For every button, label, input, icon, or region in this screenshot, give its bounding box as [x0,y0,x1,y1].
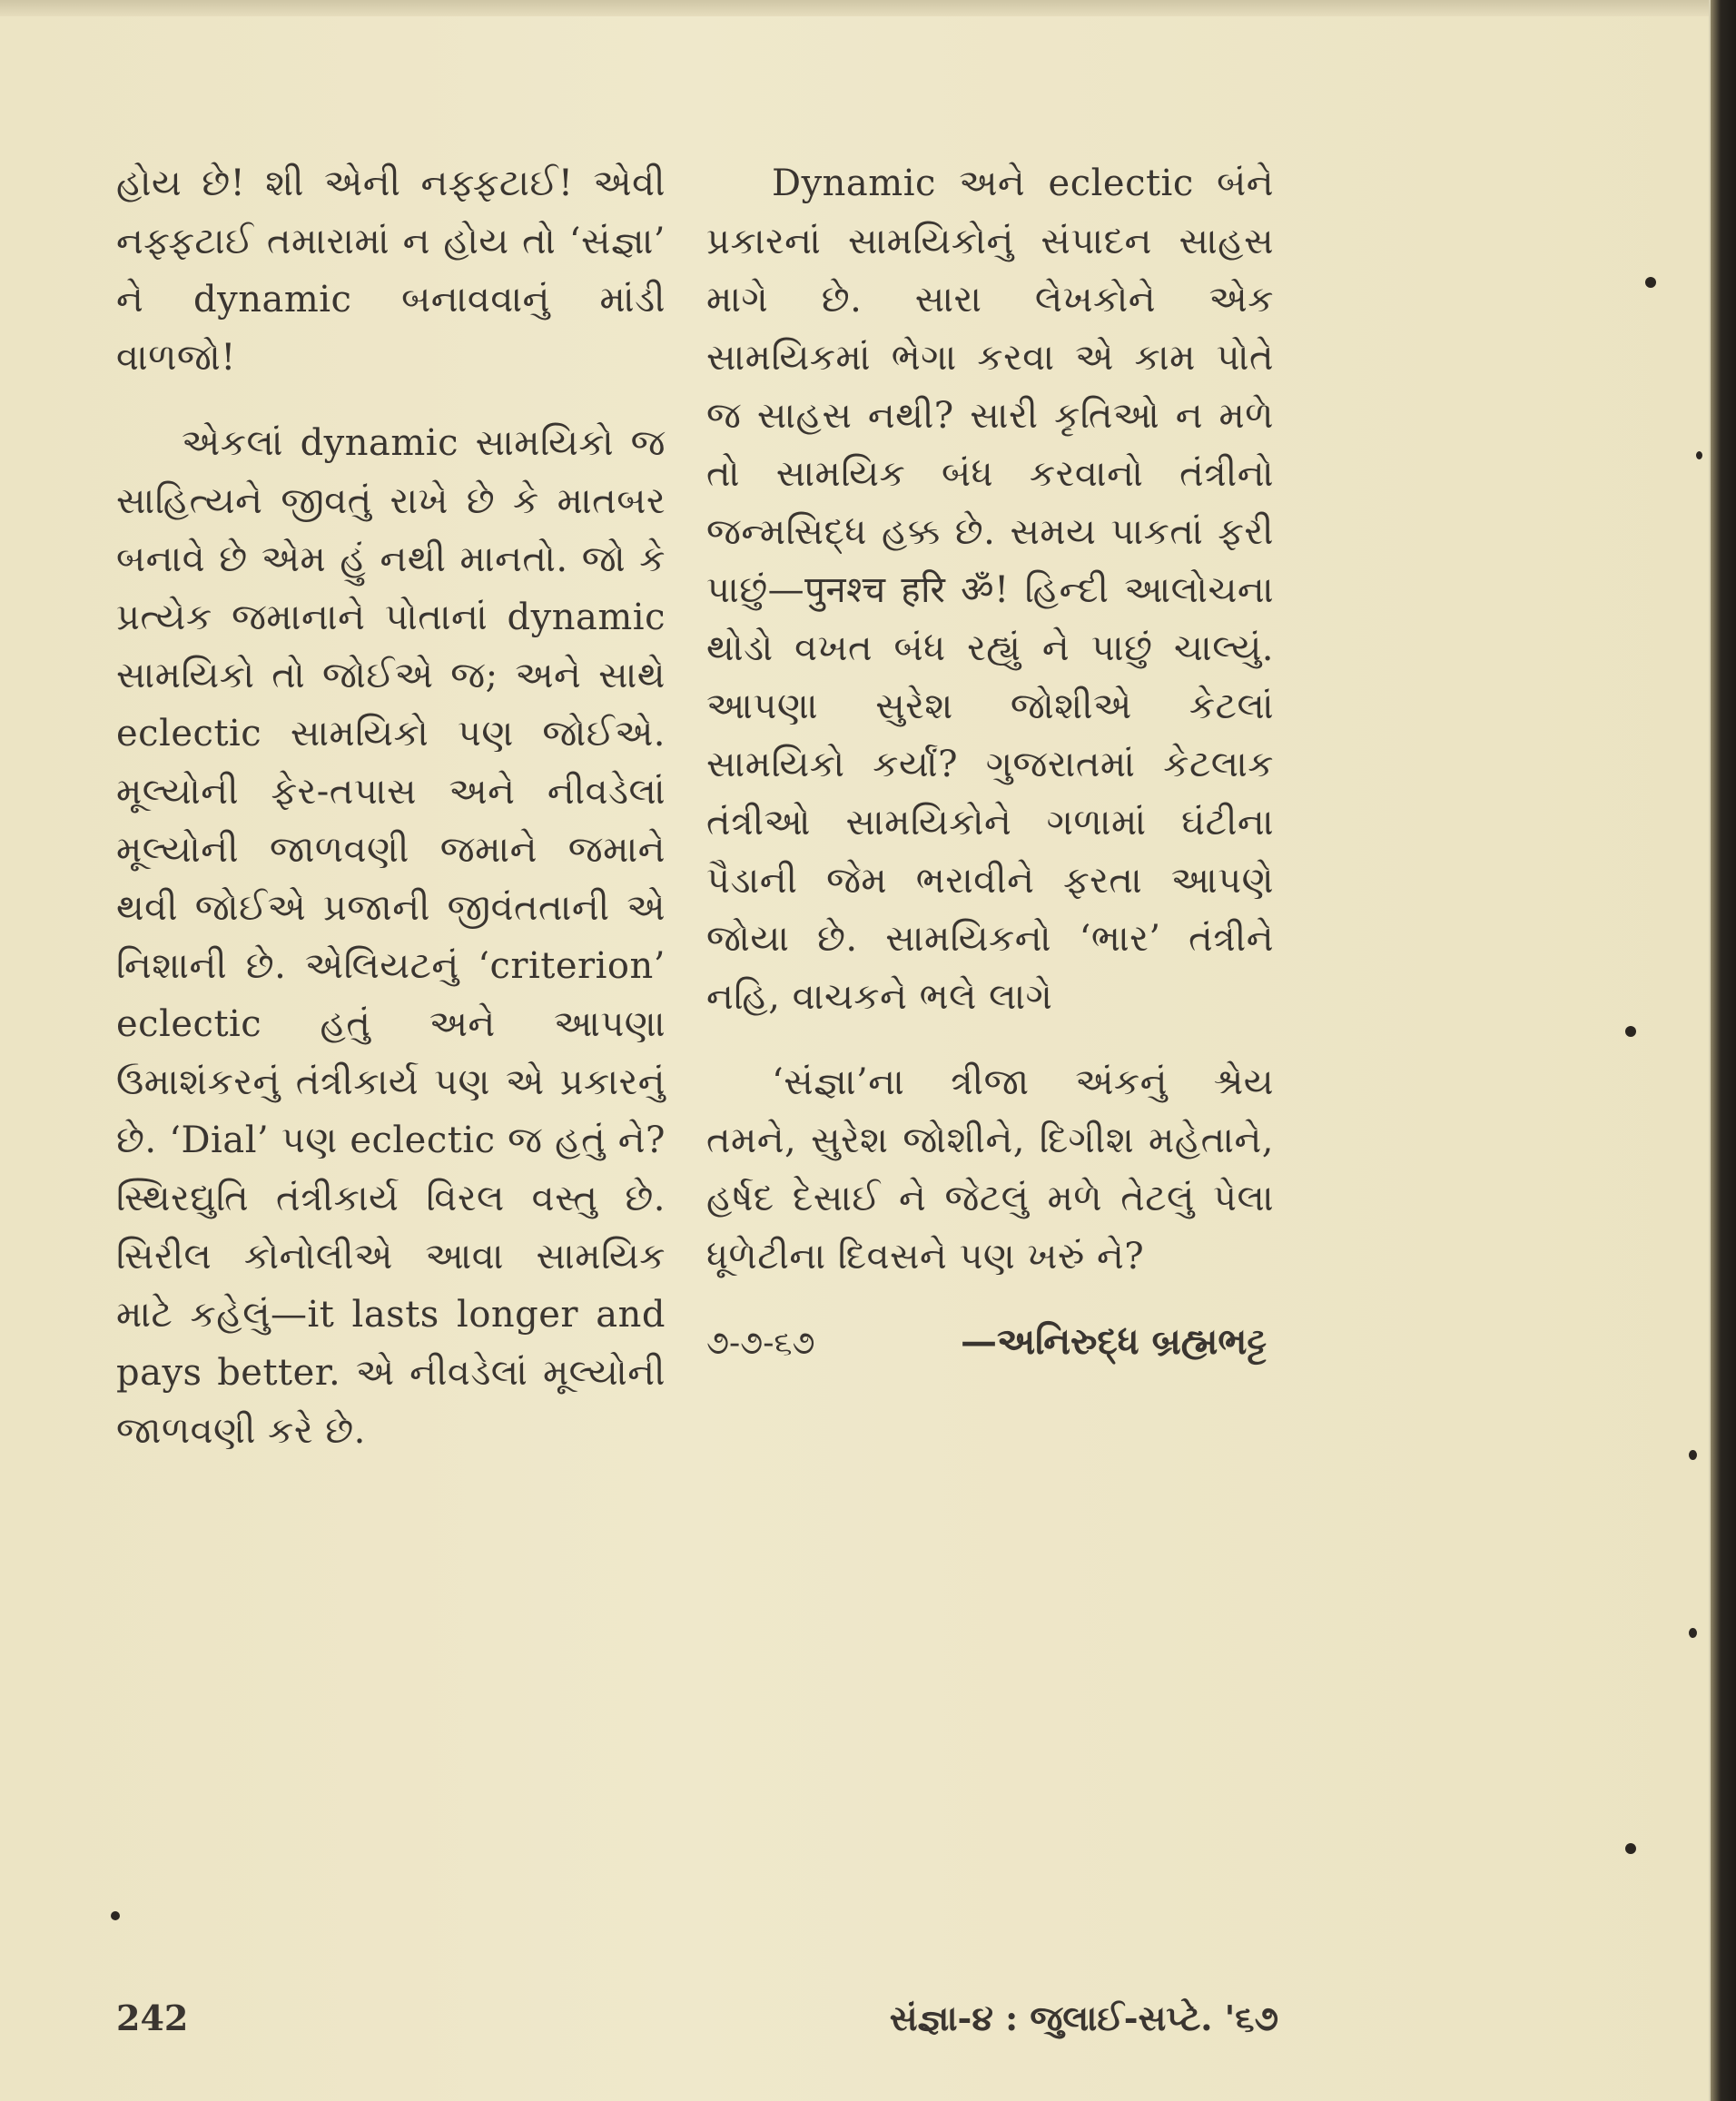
ink-speck [1625,1026,1636,1037]
right-column [706,154,1274,1373]
ink-speck [1696,451,1702,459]
ink-speck [1689,1628,1697,1638]
page-footer [116,1997,1297,2039]
left-column [116,154,666,1487]
ink-speck [1625,1843,1636,1854]
signoff-author: —અનિરુદ્ધ બ્રહ્મભટ્ટ [960,1320,1267,1363]
signoff [706,1313,1274,1373]
signoff-date: ૭-૭-૬૭ [706,1325,815,1362]
ink-speck [1689,1450,1697,1460]
right-paragraph-1: Dynamic અને eclectic બંને પ્રકારનાં સામયિકોનું સંપાદન સાહસ માગે છે. સારા લેખકોને એક સામયિકમાં ભેગા કરવા એ કામ પોતે જ સાહસ નથી? સારી કૃતિઓ ન મળે તો સામયિક બંધ કરવાનો તંત્રીનો જન્મસિદ્ધ હક્ક છે. સમય પાકતાં ફરી પાછું—पुनश्च हरि ॐ! હિન્દી આલોચના થોડો વખત બંધ રહ્યું ને પાછું ચાલ્યું. આપણા સુરેશ જોશીએ કેટલાં સામયિકો કર્યાં? ગુજરાતમાં કેટલાક તંત્રીઓ સામયિકોને ગળામાં ઘંટીના પૈડાની જેમ ભરાવીને ફરતા આપણે જોયા છે. સામયિકનો ‘ભાર’ તંત્રીને નહિ, વાચકને ભલે લાગે [706,163,1274,1018]
ink-speck [1645,277,1656,288]
ink-speck [111,1911,120,1920]
left-paragraph-2: એકલાં dynamic સામયિકો જ સાહિત્યને જીવતું રાખે છે કે માતબર બનાવે છે એમ હું નથી માનતો. જો કે પ્રત્યેક જમાનાને પોતાનાં dynamic સામયિકો તો જોઈએ જ; અને સાથે eclectic સામયિકો પણ જોઈએ. મૂલ્યોની ફેર-તપાસ અને નીવડેલાં મૂલ્યોની જાળવણી જમાને જમાને થવી જોઈએ પ્રજાની જીવંતતાની એ નિશાની છે. એલિયટનું ‘criterion’ eclectic હતું અને આપણા ઉમાશંકરનું તંત્રીકાર્ય પણ એ પ્રકારનું છે. ‘Dial’ પણ eclectic જ હતું ને? સ્થિરદ્યુતિ તંત્રીકાર્ય વિરલ વસ્તુ છે. સિરીલ કોનોલીએ આવા સામયિક માટે કહેલું—it lasts longer and pays better. એ નીવડેલાં મૂલ્યોની જાળવણી કરે છે. [116,422,666,1452]
running-head: સંજ્ઞા-૪ : જુલાઈ-સપ્ટે. '૬૭ [889,1997,1278,2038]
right-paragraph-2: ‘સંજ્ઞા’ના ત્રીજા અંકનું શ્રેય તમને, સુરેશ જોશીને, દિગીશ મહેતાને, હર્ષદ દેસાઈ ને જેટલું મળે તેટલું પેલા ધૂળેટીના દિવસને પણ ખરું ને? [706,1061,1274,1277]
binding-edge [1711,0,1736,2101]
page-top-edge [0,0,1709,16]
left-paragraph-1: હોય છે! શી એની નફ્ફટાઈ! એવી નફ્ફટાઈ તમારામાં ન હોય તો ‘સંજ્ઞા’ ને dynamic બનાવવાનું માંડી વાળજો! [116,163,666,379]
page-number: 242 [116,1997,189,2038]
